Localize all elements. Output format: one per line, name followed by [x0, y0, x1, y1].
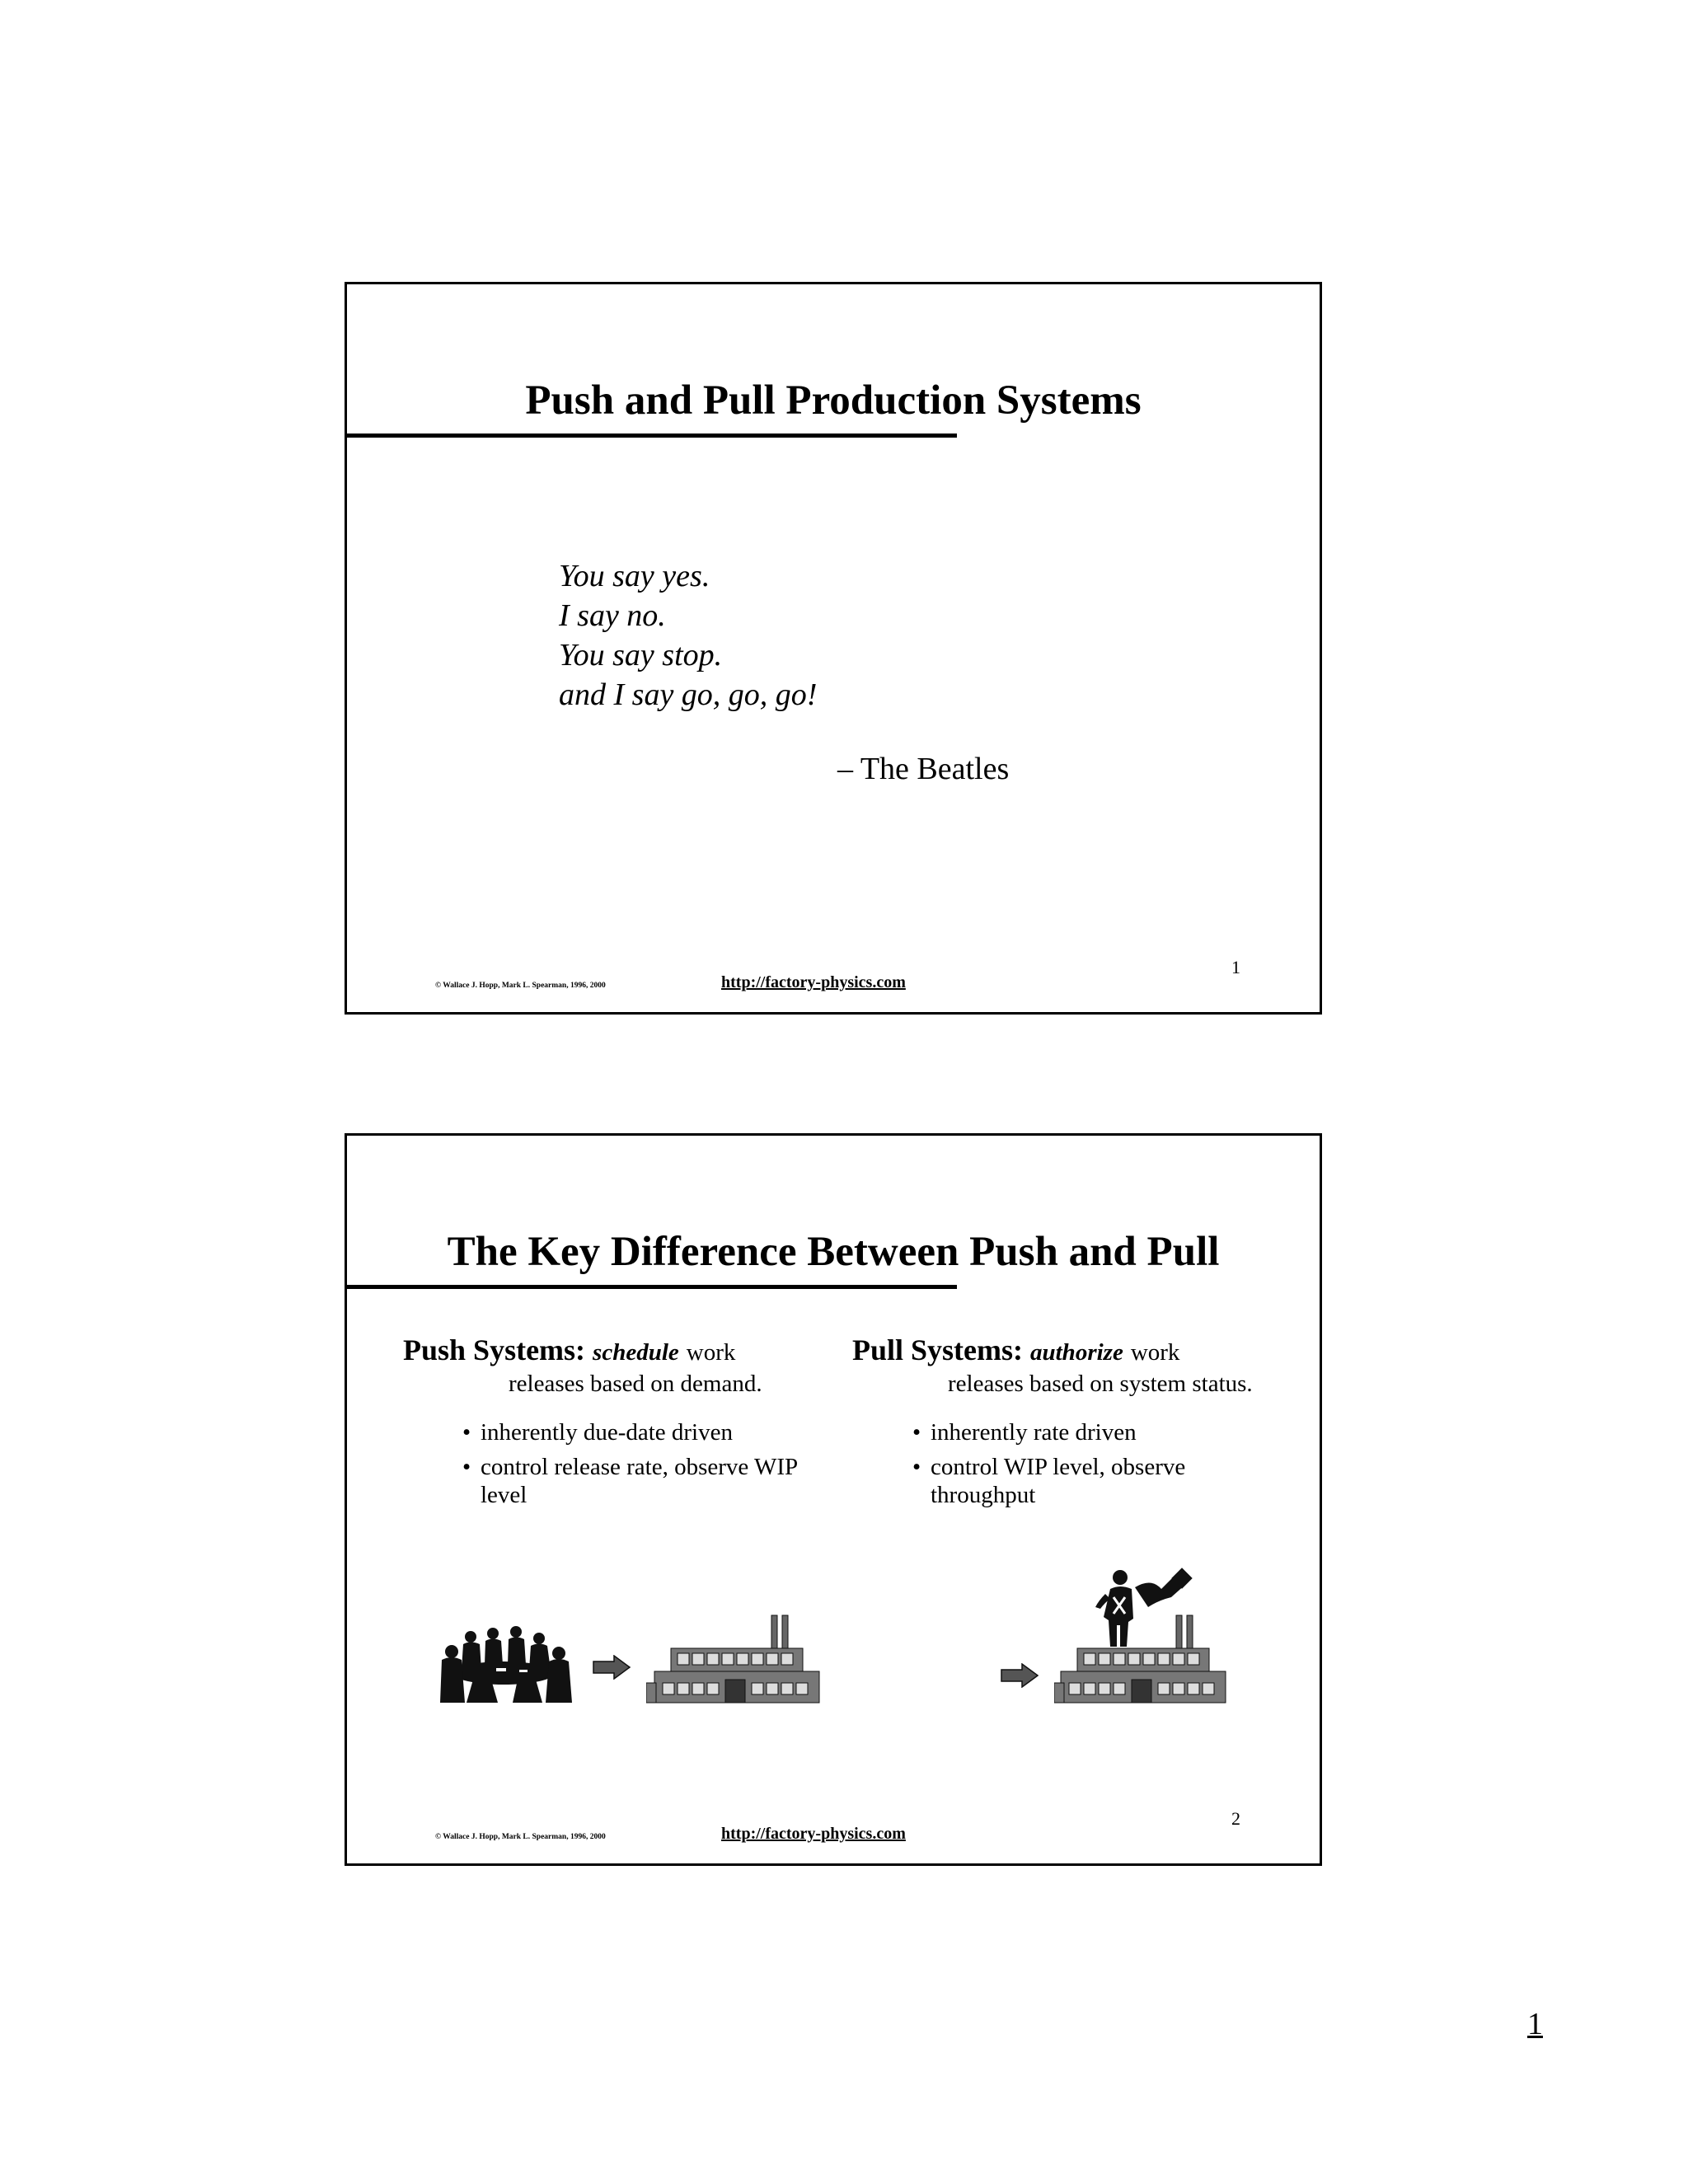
pull-heading-tail: work [1130, 1339, 1180, 1366]
push-bullets [403, 1418, 832, 1509]
website-link[interactable]: http://factory-physics.com [721, 973, 906, 991]
push-keyword: schedule [593, 1339, 679, 1366]
slide-number: 2 [1231, 1808, 1240, 1829]
list-item: • inherently rate driven [912, 1418, 1281, 1446]
push-systems-column [403, 1333, 832, 1516]
pull-bullets [852, 1418, 1281, 1509]
pull-heading-label: Pull Systems: [852, 1333, 1023, 1366]
pull-keyword: authorize [1030, 1339, 1123, 1366]
quote-line: You say yes. [559, 559, 710, 593]
quote-attribution: – The Beatles [837, 752, 1010, 786]
list-item: • control WIP level, observe throughput [912, 1453, 1281, 1509]
quote [559, 556, 817, 715]
slide-1 [345, 282, 1322, 1015]
slide-title: Push and Pull Production Systems [525, 377, 1142, 424]
factory-icon [646, 1614, 823, 1708]
copyright-notice: © Wallace J. Hopp, Mark L. Spearman, 1996, 2000 [435, 1833, 606, 1841]
slide-2 [345, 1133, 1322, 1866]
pull-systems-column [852, 1333, 1281, 1516]
arrow-right-icon [1001, 1663, 1039, 1688]
copyright-notice: © Wallace J. Hopp, Mark L. Spearman, 1996, 2000 [435, 982, 606, 990]
push-heading [403, 1333, 832, 1369]
quote-line: and I say go, go, go! [559, 677, 818, 712]
slide-number: 1 [1231, 957, 1240, 977]
list-item: • inherently due-date driven [462, 1418, 832, 1446]
title-underline [347, 1285, 957, 1289]
push-subline: releases based on demand. [509, 1371, 762, 1397]
arrow-right-icon [593, 1655, 631, 1680]
push-heading-label: Push Systems: [403, 1333, 586, 1366]
title-underline [347, 434, 957, 438]
meeting-people-icon [434, 1622, 574, 1704]
page-number: 1 [1527, 2007, 1543, 2041]
person-on-factory-icon [1054, 1564, 1231, 1708]
push-heading-tail: work [686, 1339, 736, 1366]
slide-title: The Key Difference Between Push and Pull [447, 1229, 1220, 1275]
pull-heading [852, 1333, 1281, 1369]
quote-line: You say stop. [559, 638, 723, 673]
website-link[interactable]: http://factory-physics.com [721, 1825, 906, 1843]
list-item: • control release rate, observe WIP level [462, 1453, 832, 1509]
pull-subline: releases based on system status. [948, 1371, 1253, 1397]
quote-line: I say no. [559, 598, 666, 633]
